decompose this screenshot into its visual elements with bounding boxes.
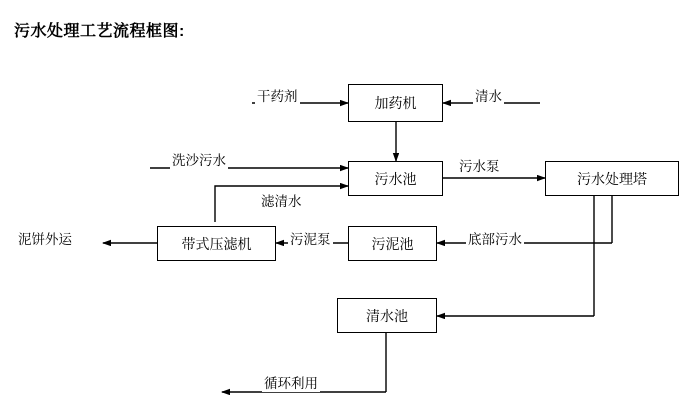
node-sewage-treatment-tower[interactable] [545,161,679,196]
node-sewage-pool[interactable] [348,161,443,196]
node-label: 带式压滤机 [181,235,252,252]
node-clear-water-pool[interactable] [337,298,437,333]
edge-label-bottom-sewage: 底部污水 [466,228,524,248]
edge-label-dry-reagent: 干药剂 [255,85,300,105]
edge-label-filtrate-clear-water: 滤清水 [259,190,304,210]
node-label: 污水处理塔 [577,170,647,187]
node-label: 清水池 [366,307,408,324]
node-label: 污水池 [374,170,417,187]
node-label: 污泥池 [371,235,414,252]
node-label: 加药机 [374,95,417,111]
edge-label-sewage-pump: 污水泵 [457,155,502,175]
edge-label-sludge-pump: 污泥泵 [288,228,333,248]
edge-label-clean-water: 清水 [473,85,504,105]
edge-label-sand-washing-sewage: 洗沙污水 [170,149,228,169]
node-sludge-pool[interactable] [348,226,437,261]
edge-label-recycle-use: 循环利用 [262,372,320,392]
page-title: 污水处理工艺流程框图: [14,23,185,40]
edge-label-mud-cake-out: 泥饼外运 [16,228,74,248]
node-belt-filter-press[interactable] [157,226,276,261]
node-dosing-machine[interactable] [348,84,443,122]
